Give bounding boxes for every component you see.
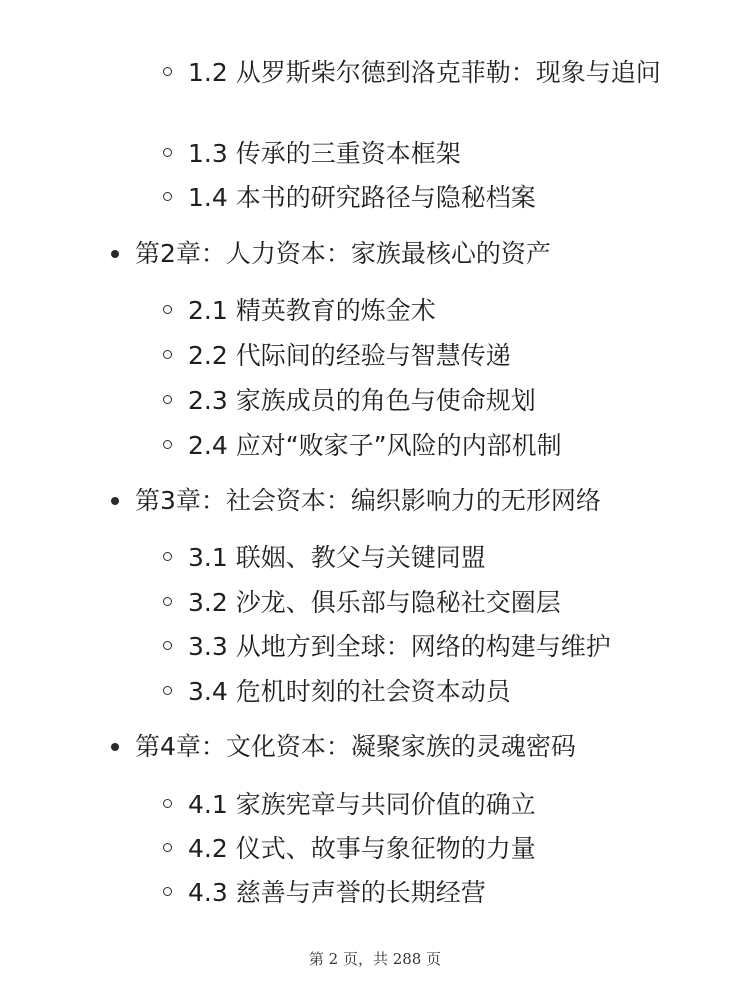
circle-bullet-icon <box>163 799 172 808</box>
toc-entry-2-4[interactable]: 2.4 应对“败家子”风险的内部机制 <box>188 431 562 460</box>
circle-bullet-icon <box>163 552 172 561</box>
toc-entry-3-1[interactable]: 3.1 联姻、教父与关键同盟 <box>188 543 486 572</box>
disc-bullet-icon <box>111 743 119 751</box>
disc-bullet-icon <box>111 250 119 258</box>
toc-entry-3-3[interactable]: 3.3 从地方到全球：网络的构建与维护 <box>188 632 611 661</box>
circle-bullet-icon <box>163 148 172 157</box>
circle-bullet-icon <box>163 686 172 695</box>
circle-bullet-icon <box>163 192 172 201</box>
circle-bullet-icon <box>163 597 172 606</box>
toc-entry-1-4[interactable]: 1.4 本书的研究路径与隐秘档案 <box>188 183 536 212</box>
circle-bullet-icon <box>163 67 172 76</box>
toc-chapter-4[interactable]: 第4章：文化资本：凝聚家族的灵魂密码 <box>135 732 576 761</box>
circle-bullet-icon <box>163 887 172 896</box>
circle-bullet-icon <box>163 440 172 449</box>
page-footer: 第 2 页，共 288 页 <box>308 950 442 968</box>
toc-entry-3-2[interactable]: 3.2 沙龙、俱乐部与隐秘社交圈层 <box>188 588 561 617</box>
toc-entry-4-2[interactable]: 4.2 仪式、故事与象征物的力量 <box>188 834 536 863</box>
toc-entry-1-2[interactable]: 1.2 从罗斯柴尔德到洛克菲勒：现象与追问 <box>188 58 661 87</box>
circle-bullet-icon <box>163 641 172 650</box>
toc-entry-2-1[interactable]: 2.1 精英教育的炼金术 <box>188 296 436 325</box>
circle-bullet-icon <box>163 350 172 359</box>
disc-bullet-icon <box>111 497 119 505</box>
toc-chapter-3[interactable]: 第3章：社会资本：编织影响力的无形网络 <box>135 486 601 515</box>
circle-bullet-icon <box>163 843 172 852</box>
toc-entry-2-2[interactable]: 2.2 代际间的经验与智慧传递 <box>188 341 511 370</box>
toc-entry-2-3[interactable]: 2.3 家族成员的角色与使命规划 <box>188 386 536 415</box>
circle-bullet-icon <box>163 395 172 404</box>
toc-entry-4-3[interactable]: 4.3 慈善与声誉的长期经营 <box>188 878 486 907</box>
toc-entry-1-3[interactable]: 1.3 传承的三重资本框架 <box>188 139 461 168</box>
toc-entry-3-4[interactable]: 3.4 危机时刻的社会资本动员 <box>188 677 511 706</box>
toc-chapter-2[interactable]: 第2章：人力资本：家族最核心的资产 <box>135 239 551 268</box>
toc-entry-4-1[interactable]: 4.1 家族宪章与共同价值的确立 <box>188 790 536 819</box>
circle-bullet-icon <box>163 305 172 314</box>
